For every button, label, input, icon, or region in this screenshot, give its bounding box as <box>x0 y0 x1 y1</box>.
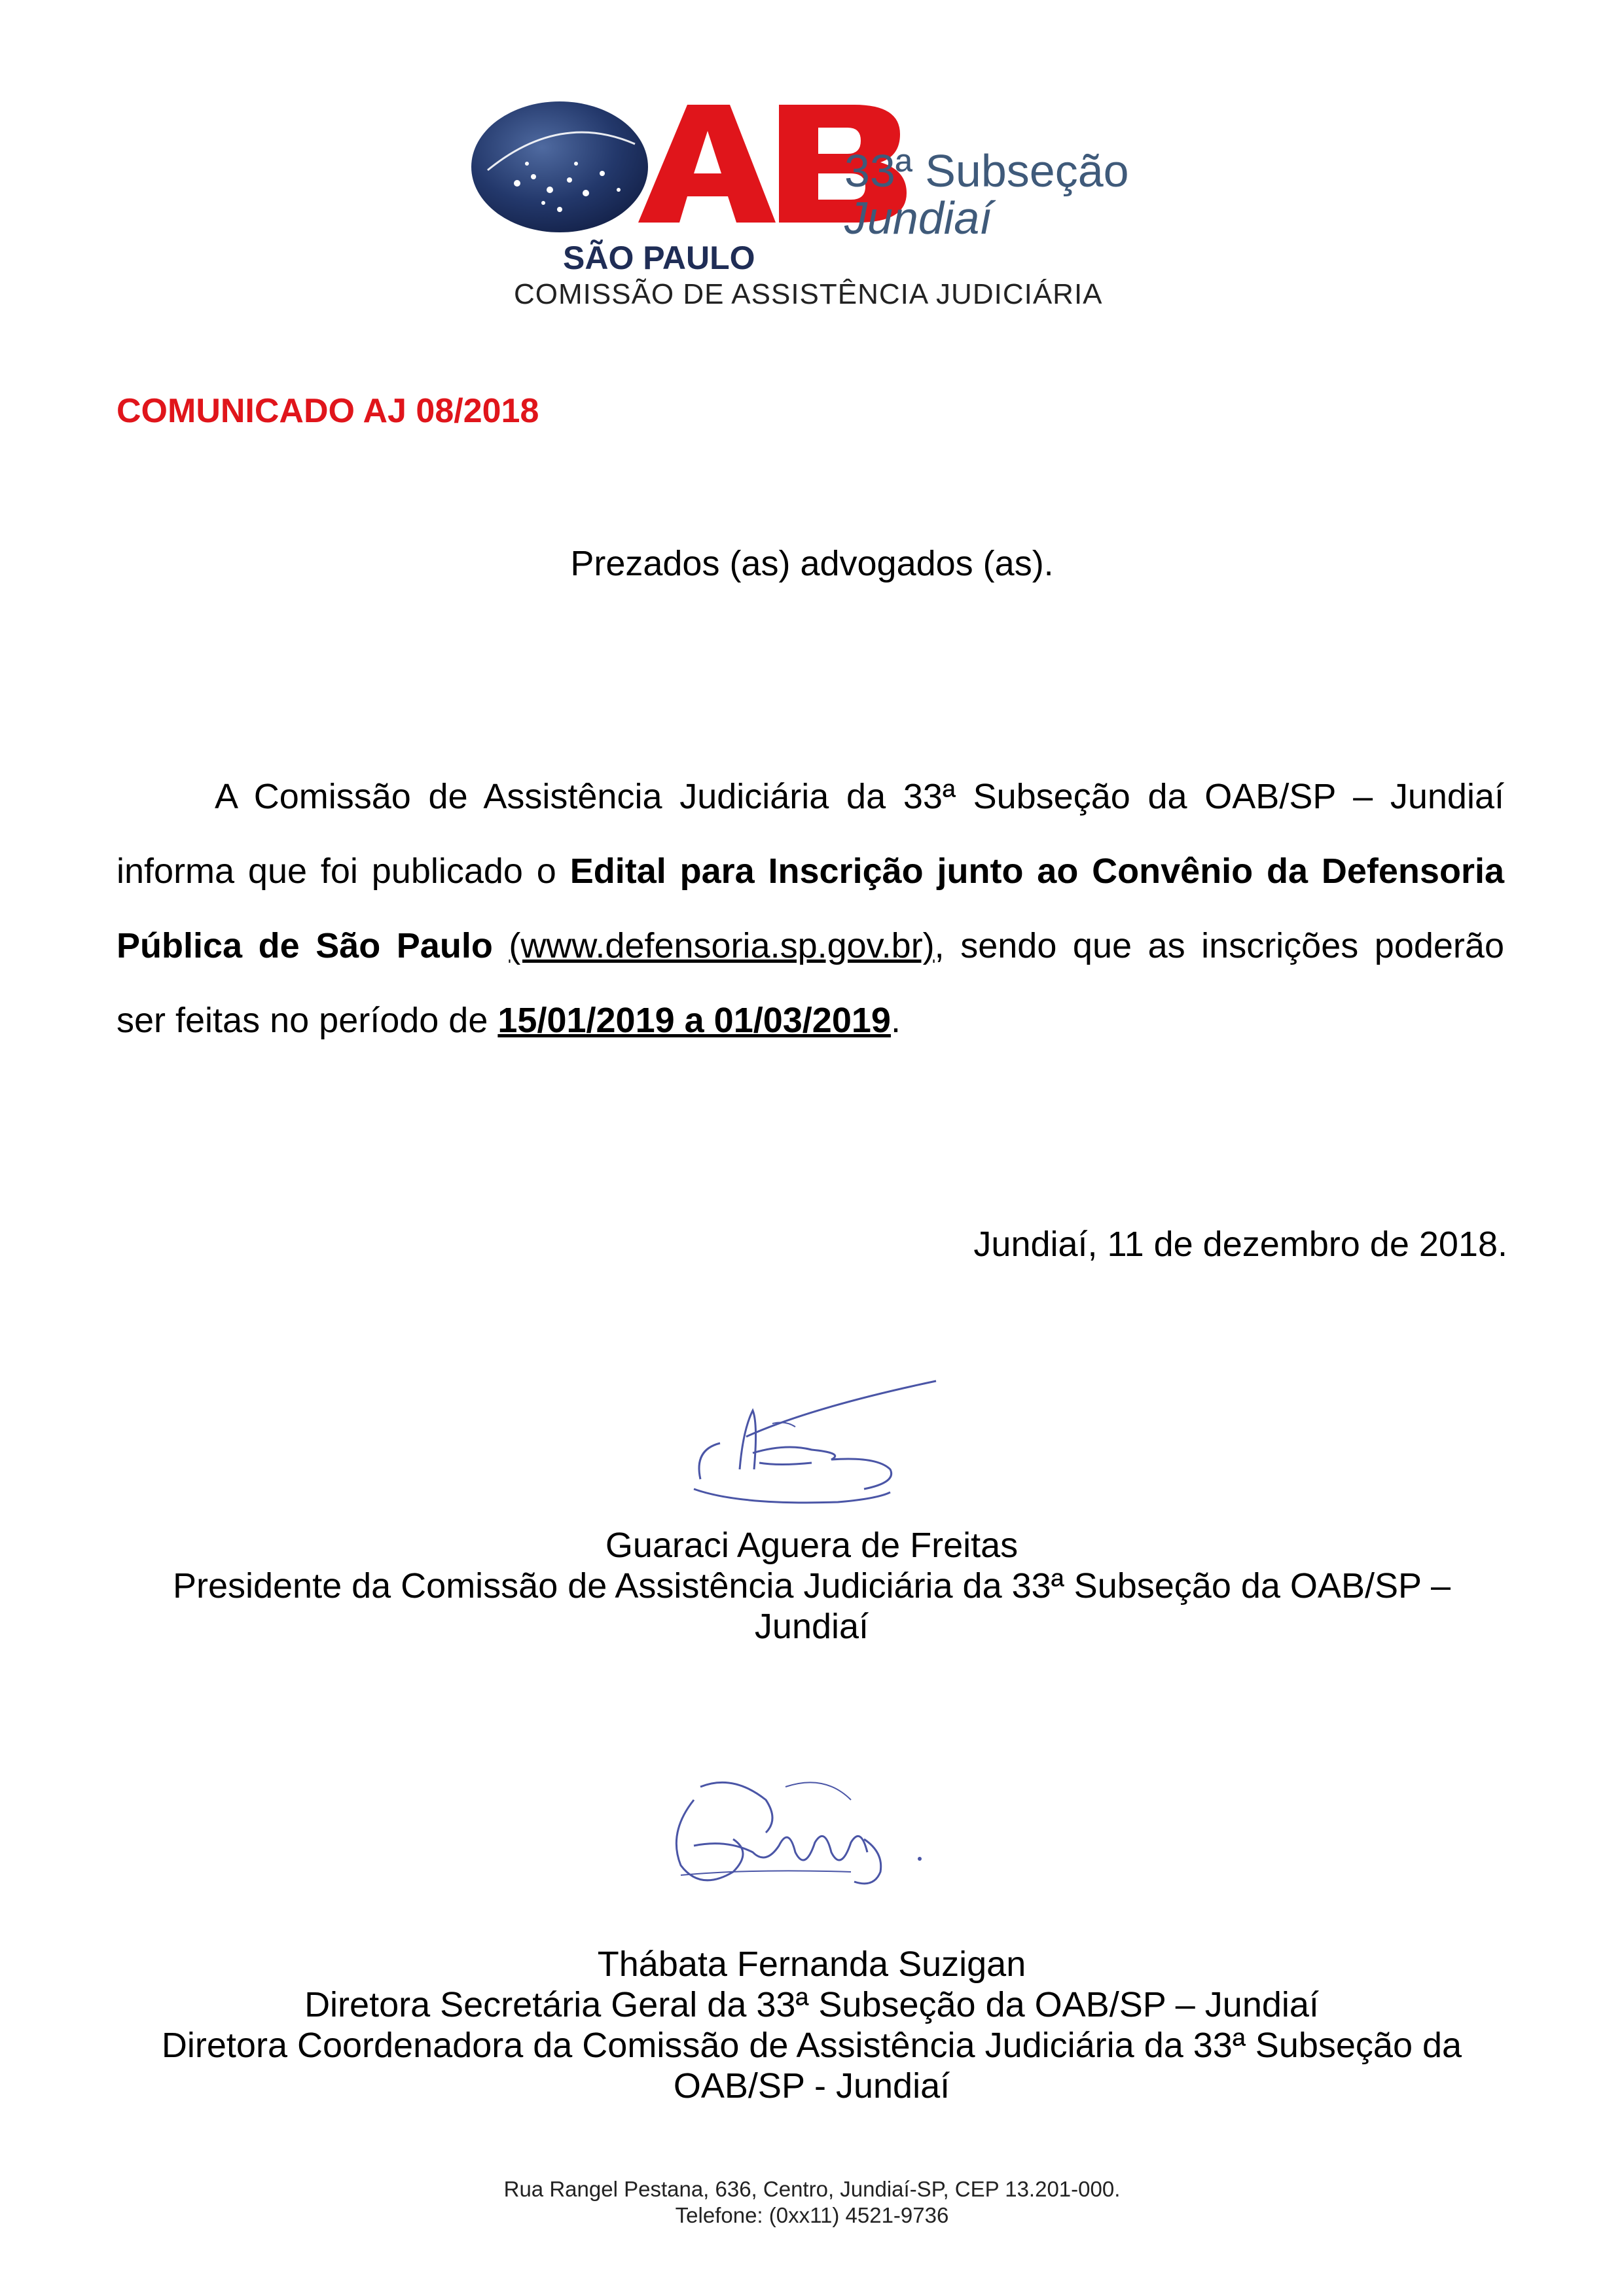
subsecao-number: 33ª Subseção <box>844 145 1129 196</box>
signatory-1 <box>79 1525 1545 1647</box>
footer <box>0 2176 1624 2229</box>
paragraph-text-3: , sendo que as inscrições poderão ser feitas no período de <box>117 926 1504 1040</box>
signatory-2-name: Thábata Fernanda Suzigan <box>597 1945 1026 1984</box>
signatory-1-role: Presidente da Comissão de Assistência Judiciária da 33ª Subseção da OAB/SP – <box>172 1566 1451 1605</box>
greeting: Prezados (as) advogados (as). <box>570 544 1054 583</box>
dateline: Jundiaí, 11 de dezembro de 2018. <box>973 1225 1507 1264</box>
defensoria-link[interactable]: (www.defensoria.sp.gov.br) <box>509 926 935 965</box>
logo-globe <box>471 101 648 232</box>
signatory-1-role-cont: Jundiaí <box>754 1607 869 1646</box>
paragraph-text-2 <box>493 926 509 965</box>
logo-letter-a <box>638 105 776 223</box>
subsecao-city: Jundiaí <box>844 192 992 243</box>
subsecao-title <box>844 147 1129 242</box>
signature-2 <box>655 1761 943 1918</box>
footer-phone: Telefone: (0xx11) 4521-9736 <box>675 2203 949 2227</box>
footer-address: Rua Rangel Pestana, 636, Centro, Jundiaí-SP, CEP 13.201-000. <box>503 2177 1121 2201</box>
signatory-2-role-3: OAB/SP - Jundiaí <box>673 2066 950 2106</box>
signature-1 <box>681 1371 949 1515</box>
registration-period: 15/01/2019 a 01/03/2019 <box>497 1001 891 1040</box>
edital-title: Edital para Inscrição junto ao Convênio da Defensoria Pública de São Paulo <box>117 852 1504 965</box>
state-label: SÃO PAULO <box>563 240 755 276</box>
document-reference: COMUNICADO AJ 08/2018 <box>117 392 539 430</box>
signatory-2-role-2: Diretora Coordenadora da Comissão de Assistência Judiciária da 33ª Subseção da <box>161 2026 1462 2065</box>
signatory-2 <box>79 1944 1545 2106</box>
signatory-1-name: Guaraci Aguera de Freitas <box>605 1526 1019 1565</box>
signatory-2-role: Diretora Secretária Geral da 33ª Subseção da OAB/SP – Jundiaí <box>304 1985 1319 2024</box>
paragraph-text-1: A Comissão de Assistência Judiciária da 33ª Subseção da OAB/SP – Jundiaí informa que foi publicado o <box>117 777 1504 891</box>
commission-title: COMISSÃO DE ASSISTÊNCIA JUDICIÁRIA <box>514 278 1103 310</box>
announcement-paragraph <box>117 759 1504 1058</box>
paragraph-text-4: . <box>890 1001 901 1040</box>
